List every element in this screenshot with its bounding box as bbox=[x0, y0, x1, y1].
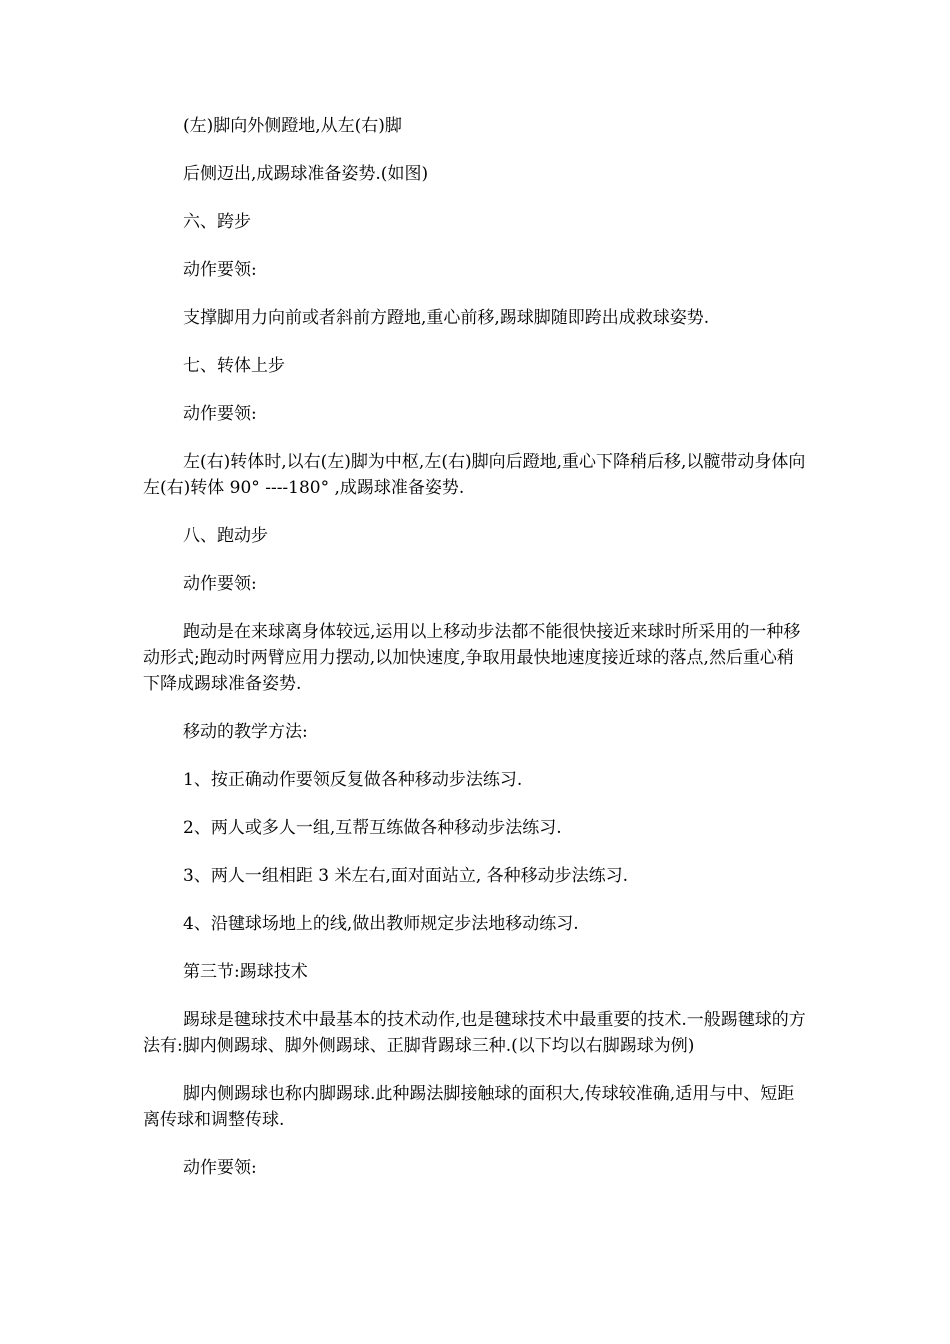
paragraph: 脚内侧踢球也称内脚踢球.此种踢法脚接触球的面积大,传球较准确,适用与中、短距离传球和调整传球. bbox=[143, 1084, 795, 1130]
paragraph: 左(右)转体时,以右(左)脚为中枢,左(右)脚向后蹬地,重心下降稍后移,以髋带动身体向左(右)转体 90° ----180° ,成踢球准备姿势. bbox=[143, 452, 806, 498]
paragraph: 支撑脚用力向前或者斜前方蹬地,重心前移,踢球脚随即跨出成救球姿势. bbox=[183, 308, 710, 328]
section-heading: 第三节:踢球技术 bbox=[183, 962, 308, 982]
document-body bbox=[143, 113, 809, 1203]
list-item: 4、沿毽球场地上的线,做出教师规定步法地移动练习. bbox=[183, 914, 579, 934]
paragraph: 后侧迈出,成踢球准备姿势.(如图) bbox=[183, 164, 429, 184]
paragraph: 移动的教学方法: bbox=[183, 722, 308, 742]
paragraph: 动作要领: bbox=[183, 1158, 257, 1178]
paragraph: 跑动是在来球离身体较远,运用以上移动步法都不能很快接近来球时所采用的一种移动形式;跑动时两臂应用力摆动,以加快速度,争取用最快地速度接近球的落点,然后重心稍下降成踢球准备姿势. bbox=[143, 622, 801, 694]
paragraph: 动作要领: bbox=[183, 404, 257, 424]
section-heading: 八、跑动步 bbox=[183, 526, 268, 546]
section-heading: 七、转体上步 bbox=[183, 356, 285, 376]
paragraph: 踢球是毽球技术中最基本的技术动作,也是毽球技术中最重要的技术.一般踢毽球的方法有:脚内侧踢球、脚外侧踢球、正脚背踢球三种.(以下均以右脚踢球为例) bbox=[143, 1010, 806, 1056]
paragraph: 动作要领: bbox=[183, 260, 257, 280]
paragraph: 动作要领: bbox=[183, 574, 257, 594]
list-item: 3、两人一组相距 3 米左右,面对面站立, 各种移动步法练习. bbox=[183, 866, 629, 886]
section-heading: 六、跨步 bbox=[183, 212, 251, 232]
paragraph: (左)脚向外侧蹬地,从左(右)脚 bbox=[183, 116, 402, 136]
list-item: 1、按正确动作要领反复做各种移动步法练习. bbox=[183, 770, 523, 790]
list-item: 2、两人或多人一组,互帮互练做各种移动步法练习. bbox=[183, 818, 562, 838]
